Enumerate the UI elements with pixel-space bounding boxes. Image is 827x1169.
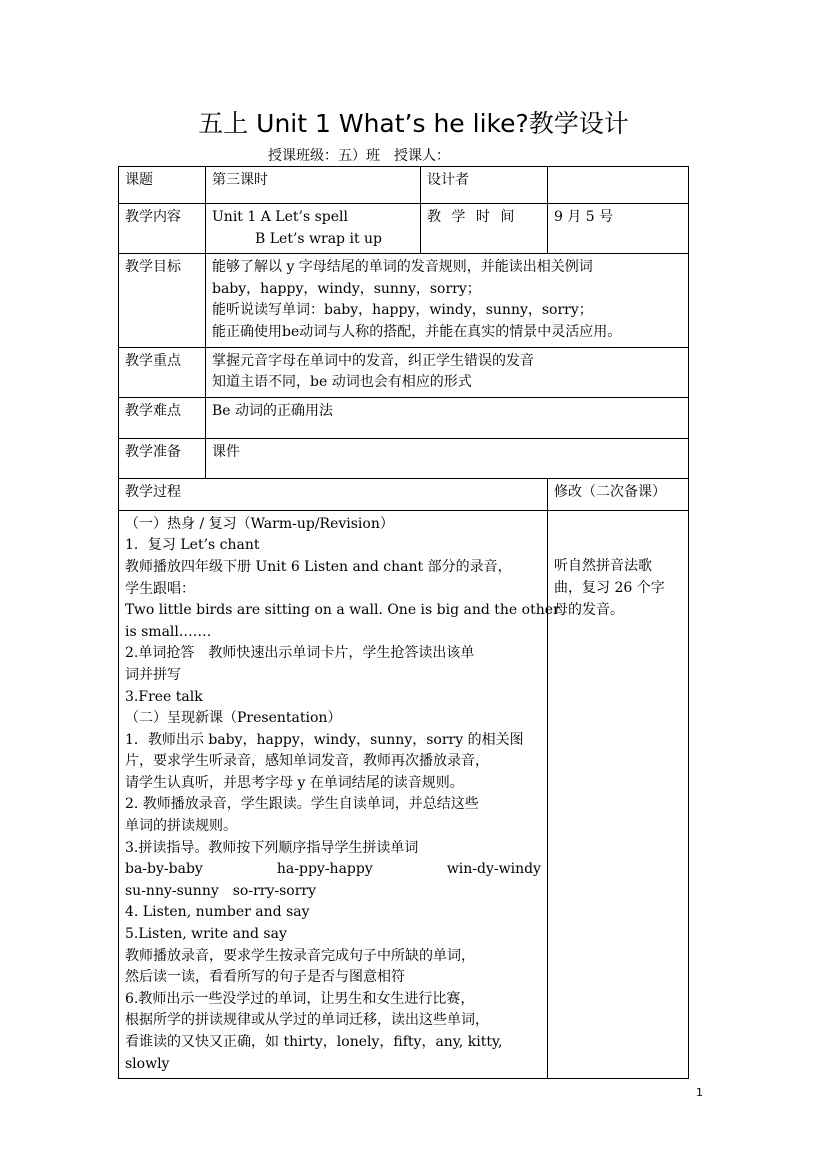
row-process — [119, 510, 689, 1078]
process-line: is small.…… — [125, 623, 212, 640]
process-line: 6.教师出示一些没学过的单词，让男生和女生进行比赛， — [125, 990, 475, 1007]
process-line: 请学生认真听，并思考字母 y 在单词结尾的读音规则。 — [125, 774, 464, 791]
process-line: （一）热身 / 复习（Warm-up/Revision） — [125, 515, 394, 532]
content-label: 教学内容 — [119, 204, 206, 254]
process-line: 词并拼写 — [125, 666, 181, 683]
process-line: 单词的拼读规则。 — [125, 818, 237, 835]
content-line-1: Unit 1 A Let’s spell — [212, 209, 348, 225]
spell-word: ba-by-baby — [125, 861, 203, 878]
row-preparation — [119, 438, 689, 478]
process-label: 教学过程 — [119, 478, 548, 510]
process-content — [119, 510, 560, 1078]
topic-value: 第三课时 — [206, 167, 421, 204]
teacher-label: 授课人： — [394, 148, 450, 164]
process-line: 然后读一读，看看所写的句子是否与图意相符 — [125, 969, 405, 986]
time-label: 教 学 时 间 — [421, 204, 548, 254]
process-line: 2.单词抢答 教师快速出示单词卡片，学生抢答读出该单 — [125, 645, 475, 662]
process-line: 片，要求学生听录音，感知单词发音，教师再次播放录音， — [125, 753, 489, 770]
process-line: 看谁读的又快又正确，如 thirty，lonely，fifty，any, kitty, — [125, 1034, 503, 1050]
revision-label: 修改（二次备课） — [548, 478, 689, 510]
key-point-line: 掌握元音字母在单词中的发音，纠正学生错误的发音 — [212, 352, 534, 369]
spell-word: win-dy-windy — [446, 861, 541, 878]
key-points-label: 教学重点 — [119, 347, 206, 397]
row-difficulty — [119, 397, 689, 438]
process-line: 4. Listen, number and say — [125, 904, 310, 921]
key-points-value — [206, 347, 689, 397]
process-line: 根据所学的拼读规律或从学过的单词迁移，读出这些单词， — [125, 1012, 489, 1029]
key-point-line: 知道主语不同，be 动词也会有相应的形式 — [212, 374, 472, 391]
content-line-2: B Let’s wrap it up — [255, 230, 382, 247]
goal-line: 能听说读写单词：baby，happy，windy，sunny，sorry； — [212, 302, 593, 319]
process-line: 教师播放四年级下册 Unit 6 Listen and chant 部分的录音， — [125, 558, 512, 575]
goal-line: baby，happy，windy，sunny，sorry； — [212, 280, 481, 297]
goals-value — [206, 254, 689, 347]
goal-line: 能正确使用be动词与人称的搭配，并能在真实的情景中灵活应用。 — [212, 323, 622, 340]
topic-label: 课题 — [119, 167, 206, 204]
process-line: 1．教师出示 baby，happy，windy，sunny，sorry 的相关图 — [125, 731, 524, 748]
preparation-value: 课件 — [206, 438, 689, 478]
note-line: 听自然拼音法歌 — [554, 557, 652, 574]
spell-word: ha-ppy-happy — [276, 861, 373, 878]
subtitle — [268, 145, 450, 165]
process-line: 教师播放录音，要求学生按录音完成句子中所缺的单词， — [125, 947, 475, 964]
spell-row — [125, 859, 541, 881]
revision-note — [548, 510, 689, 1078]
designer-value — [548, 167, 689, 204]
row-goals — [119, 254, 689, 347]
class-label: 授课班级：五）班 — [268, 148, 380, 164]
row-topic — [119, 167, 689, 204]
note-line: 母的发音。 — [554, 601, 624, 618]
process-line: 学生跟唱： — [125, 580, 195, 597]
process-line: 3.拼读指导。教师按下列顺序指导学生拼读单词 — [125, 839, 419, 856]
goals-label: 教学目标 — [119, 254, 206, 347]
document-title: 五上 Unit 1 What’s he like?教学设计 — [198, 109, 629, 138]
difficulty-label: 教学难点 — [119, 397, 206, 438]
row-process-header — [119, 478, 689, 510]
preparation-label: 教学准备 — [119, 438, 206, 478]
content-value — [206, 204, 421, 254]
goal-line: 能够了解以 y 字母结尾的单词的发音规则，并能读出相关例词 — [212, 259, 593, 276]
spell-row-2: su-nny-sunny so-rry-sorry — [125, 882, 317, 899]
process-line: 5.Listen, write and say — [125, 926, 287, 943]
process-line: 3.Free talk — [125, 688, 203, 705]
process-line: slowly — [125, 1055, 170, 1072]
row-key-points — [119, 347, 689, 397]
difficulty-value: Be 动词的正确用法 — [206, 397, 689, 438]
process-line: 1．复习 Let’s chant — [125, 537, 260, 554]
lesson-plan-table — [118, 166, 689, 1079]
designer-label: 设计者 — [421, 167, 548, 204]
time-value: 9 月 5 号 — [548, 204, 689, 254]
process-line: （二）呈现新课（Presentation） — [125, 710, 342, 727]
note-line: 曲，复习 26 个字 — [554, 579, 665, 596]
row-content — [119, 204, 689, 254]
process-line: 2. 教师播放录音，学生跟读。学生自读单词，并总结这些 — [125, 796, 479, 813]
page-number: 1 — [696, 1086, 703, 1099]
process-line: Two little birds are sitting on a wall. One is big and the other — [125, 602, 560, 619]
